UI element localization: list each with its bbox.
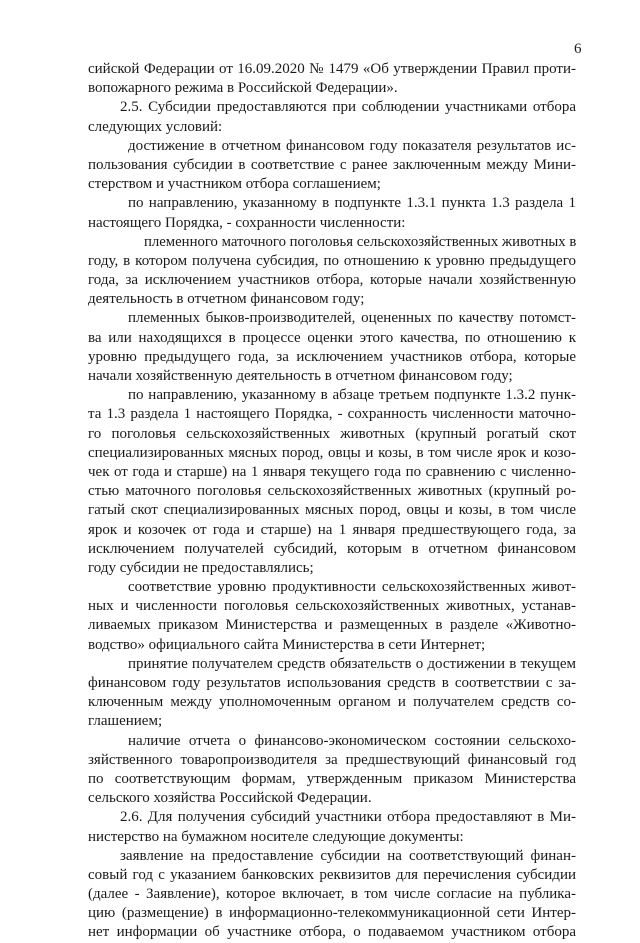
text-line: заявление на предоставление субсидии на соответствующий финан- [120,847,576,864]
text-line: по направлению, указанному в абзаце третьем подпункте 1.3.2 пунк- [128,387,576,404]
text-line: 2.6. Для получения субсидий участники отбора предоставляют в Ми- [120,809,576,826]
text-line: 2.5. Субсидии предоставляются при соблюдении участниками отбора [120,99,576,116]
text-line: по соответствующим формам, утвержденным приказом Министерства [88,770,576,787]
document-body [88,60,576,943]
text-line: деятельность в отчетном финансовом году; [88,291,365,308]
text-line: стью маточного поголовья сельскохозяйственных животных (крупный ро- [88,483,576,500]
text-line: глашением; [88,713,163,730]
text-line: стерством и участником отбора соглашением; [88,176,381,193]
text-line: году, в котором получена субсидия, по отношению к уровню предыдущего [88,252,576,269]
text-line: гатый скот специализированных мясных пород, овцы и козы, в том числе [88,502,576,519]
text-line: настоящего Порядка, - сохранности численности: [88,214,406,231]
text-line: ключенным между уполномоченным органом и получателем средств со- [88,694,576,711]
text-line: ливаемых приказом Министерства и размещенных в разделе «Животно- [88,617,576,634]
text-line: водство» официального сайта Министерства в сети Интернет; [88,636,486,653]
text-line: году субсидии не предоставлялись; [88,559,314,576]
text-line: исключением получателей субсидий, которым в отчетном финансовом [88,540,576,557]
text-line: следующих условий: [88,118,223,135]
text-line: уровню предыдущего года, за исключением участников отбора, которые [88,348,576,365]
text-line: племенных быков-производителей, оцененных по качеству потомст- [128,310,576,327]
text-line: принятие получателем средств обязательств о достижении в текущем [128,655,576,672]
text-line: вопожарного режима в Российской Федерации». [88,80,398,97]
text-line: соответствие уровню продуктивности сельскохозяйственных живот- [128,579,576,596]
text-line: ных и численности поголовья сельскохозяйственных животных, устанав- [88,598,576,615]
text-line: пользования субсидии в соответствие с ранее заключенным между Мини- [88,156,576,173]
text-line: по направлению, указанному в подпункте 1.3.1 пункта 1.3 раздела 1 [128,195,576,212]
text-line: цию (размещение) в информационно-телекоммуникационной сети Интер- [88,905,576,922]
text-line: сельского хозяйства Российской Федерации. [88,790,372,807]
text-line: го поголовья сельскохозяйственных животных (крупный рогатый скот [88,425,576,442]
page-number: 6 [574,41,582,57]
text-line: сийской Федерации от 16.09.2020 № 1479 «Об утверждении Правил проти- [88,61,576,77]
text-line: финансовом году результатов использования средств в соответствии с за- [88,675,576,691]
text-line: года, за исключением участников отбора, которые начали хозяйственную [88,272,576,289]
text-line: чек от года и старше) на 1 января текущего года по сравнению с численно- [88,463,576,480]
text-line: совый год с указанием банковских реквизитов для перечисления субсидии [88,866,576,883]
text-line: достижение в отчетном финансовом году показателя результатов ис- [128,137,576,154]
text-line: племенного маточного поголовья сельскохозяйственных животных в [144,233,576,250]
text-line: ва или находящихся в процессе оценки этого качества, по отношению к [88,329,576,346]
text-line: ярок и козочек от года и старше) на 1 января предшествующего года, за [88,521,576,538]
text-line: зяйственного товаропроизводителя за предшествующий финансовый год [88,751,576,768]
text-line: та 1.3 раздела 1 настоящего Порядка, - сохранность численности маточно- [88,406,576,423]
text-line: нистерство на бумажном носителе следующие документы: [88,828,464,845]
text-line: наличие отчета о финансово-экономическом состоянии сельскохо- [128,732,576,749]
text-line: специализированных мясных пород, овцы и козы, в том числе ярок и козо- [88,444,576,461]
text-line: (далее - Заявление), которое включает, в том числе согласие на публика- [88,886,576,903]
text-line: нет информации об участнике отбора, о подаваемом участником отбора [88,924,576,941]
text-line: начали хозяйственную деятельность в отчетном финансовом году; [88,368,513,384]
